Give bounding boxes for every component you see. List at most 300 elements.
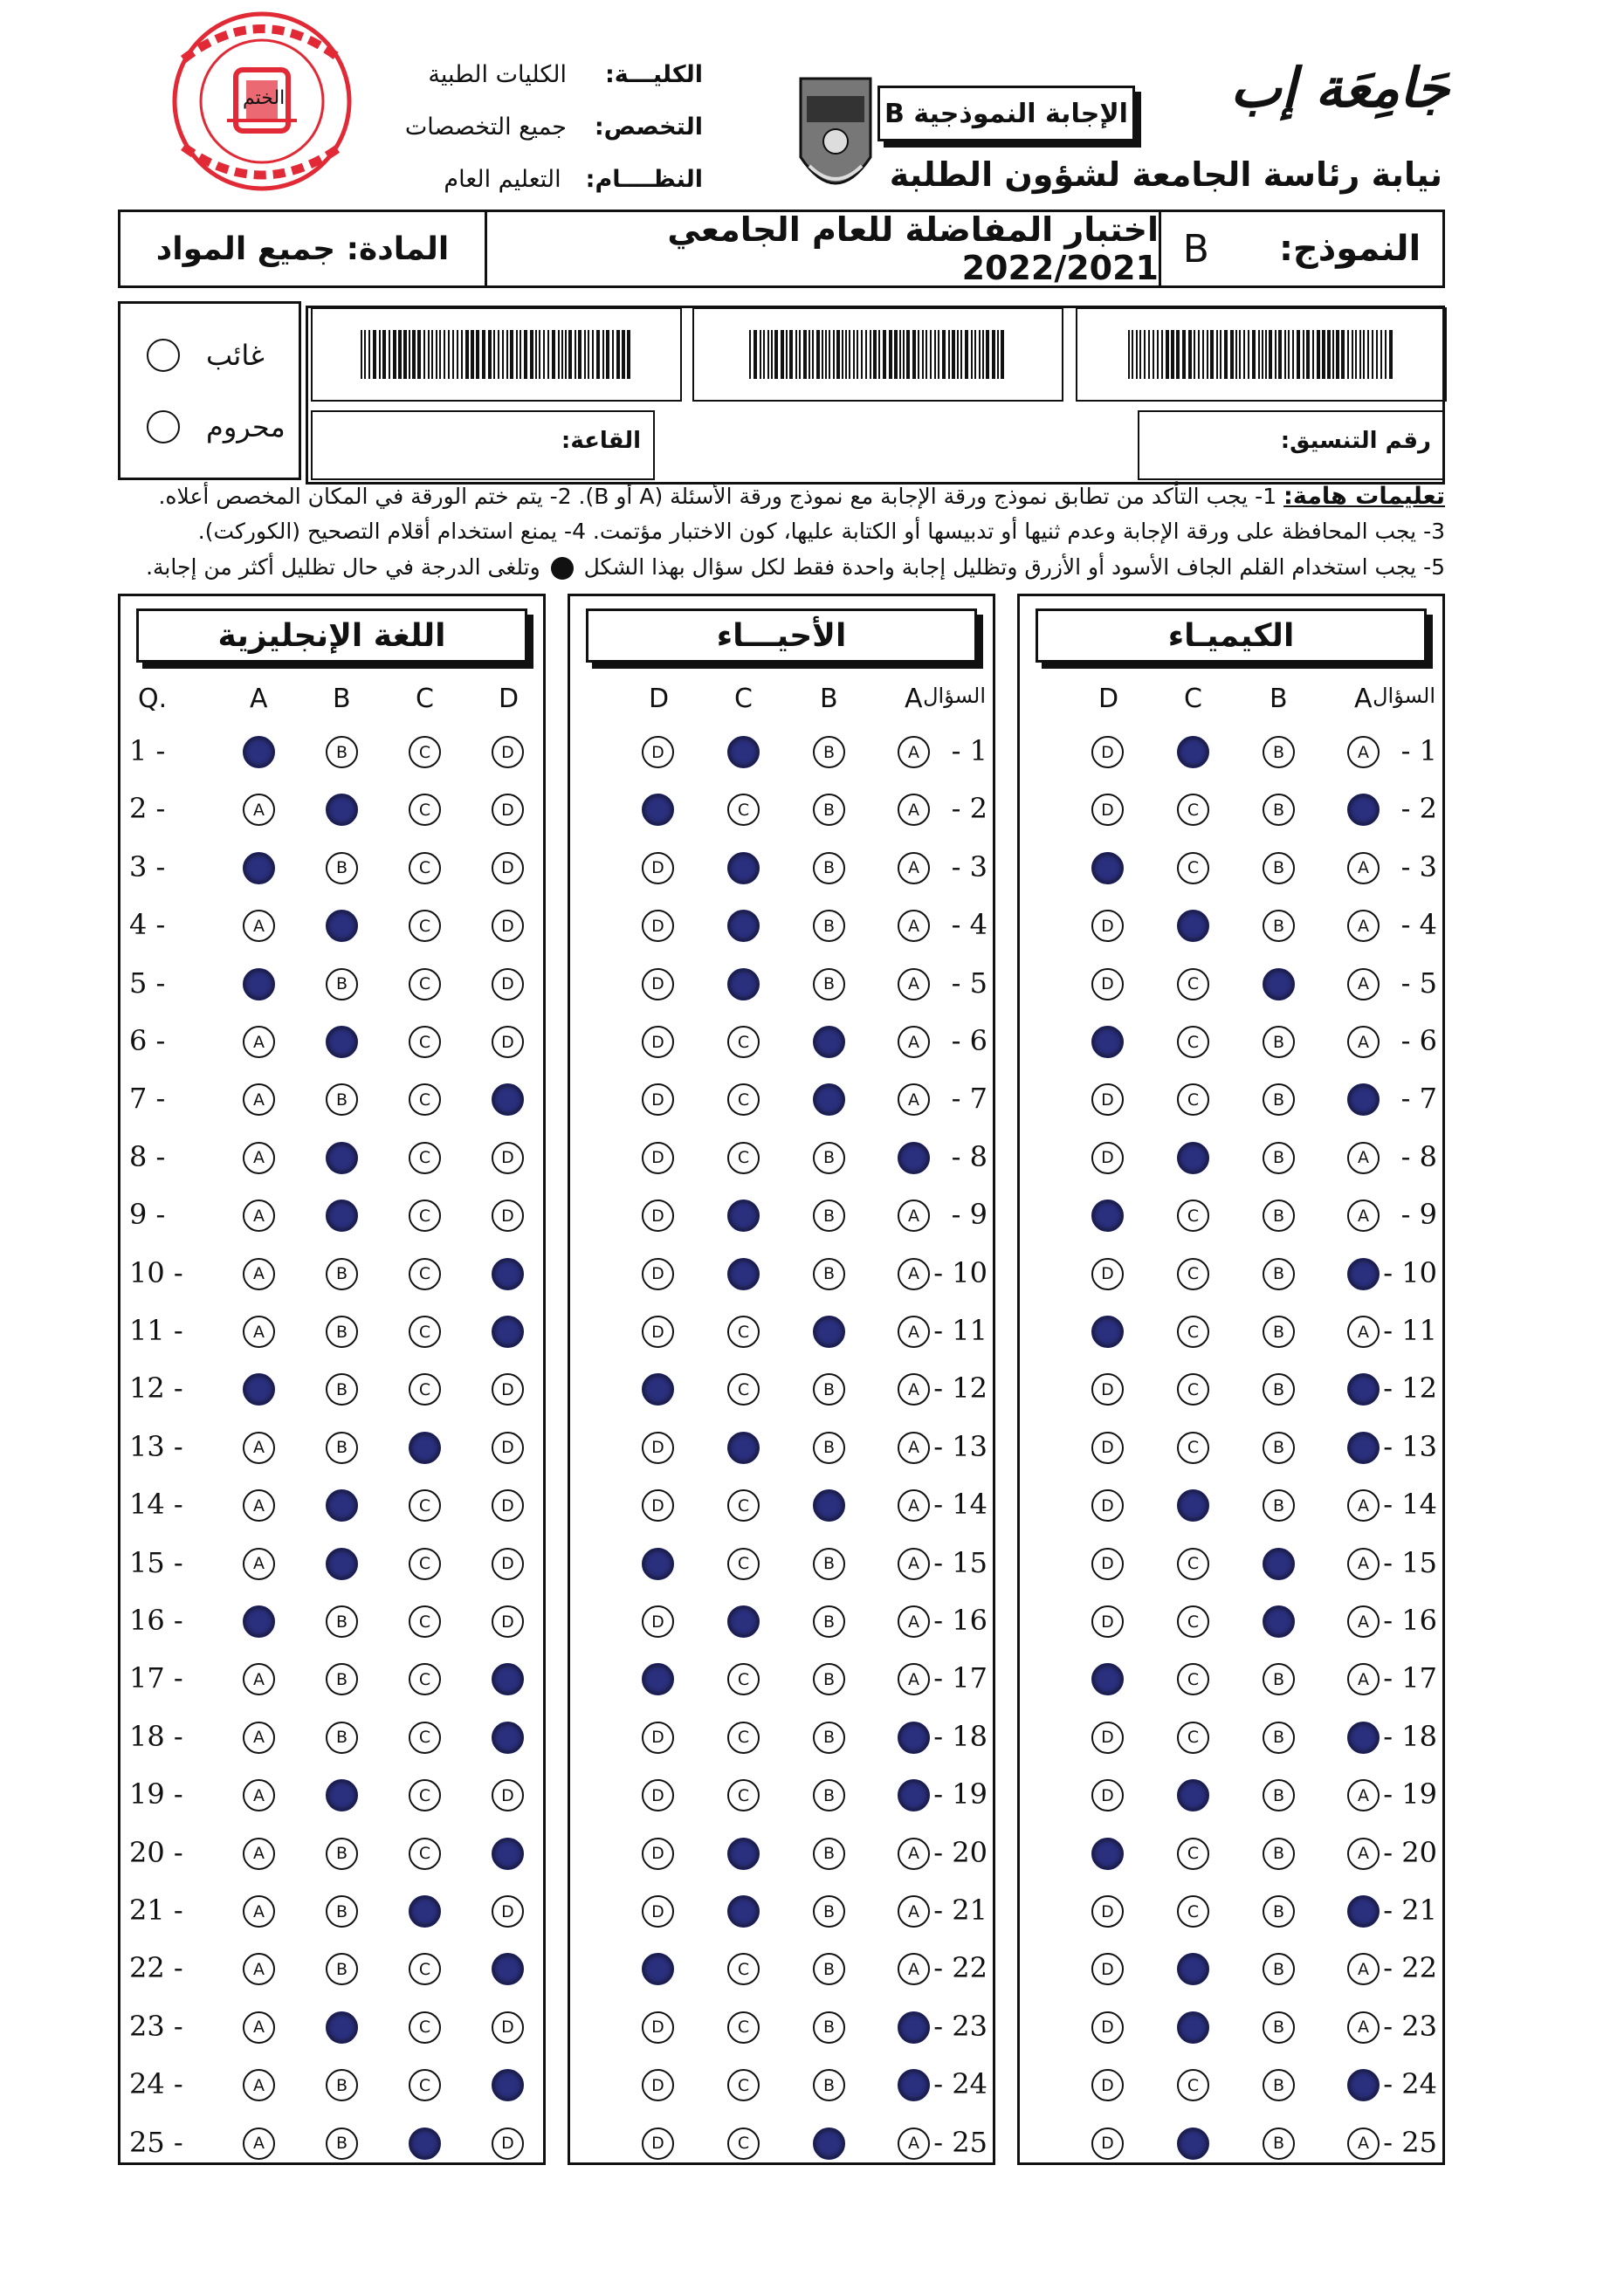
chemistry-q19-option-b-bubble[interactable]: B [1263,1779,1295,1811]
chemistry-q24-option-d-bubble[interactable]: D [1091,2069,1124,2101]
biology-q9-option-a-bubble[interactable]: A [898,1200,930,1232]
coordination-field[interactable] [1138,410,1445,480]
chemistry-q14-option-b-bubble[interactable]: B [1263,1489,1295,1522]
english-q11-option-b-bubble[interactable]: B [326,1316,358,1348]
chemistry-q21-option-c-bubble[interactable]: C [1177,1895,1209,1928]
biology-q4-option-c-bubble[interactable] [727,910,760,942]
chemistry-q23-option-a-bubble[interactable]: A [1347,2011,1380,2044]
english-q5-option-b-bubble[interactable]: B [326,968,358,1000]
english-q17-option-a-bubble[interactable]: A [243,1663,275,1695]
biology-q7-option-b-bubble[interactable] [813,1083,845,1116]
chemistry-q23-option-c-bubble[interactable] [1177,2011,1209,2044]
biology-q21-option-b-bubble[interactable]: B [813,1895,845,1928]
biology-q17-option-d-bubble[interactable] [642,1663,674,1695]
english-q15-option-d-bubble[interactable]: D [492,1548,524,1580]
biology-q10-option-b-bubble[interactable]: B [813,1258,845,1290]
english-q22-option-d-bubble[interactable] [492,1953,524,1985]
chemistry-q25-option-d-bubble[interactable]: D [1091,2128,1124,2160]
chemistry-q7-option-b-bubble[interactable]: B [1263,1083,1295,1116]
english-q15-option-a-bubble[interactable]: A [243,1548,275,1580]
chemistry-q7-option-a-bubble[interactable] [1347,1083,1380,1116]
english-q2-option-c-bubble[interactable]: C [409,794,441,826]
english-q21-option-b-bubble[interactable]: B [326,1895,358,1928]
english-q10-option-d-bubble[interactable] [492,1258,524,1290]
chemistry-q10-option-b-bubble[interactable]: B [1263,1258,1295,1290]
biology-q1-option-c-bubble[interactable] [727,736,760,768]
chemistry-q15-option-d-bubble[interactable]: D [1091,1548,1124,1580]
chemistry-q1-option-b-bubble[interactable]: B [1263,736,1295,768]
biology-q13-option-d-bubble[interactable]: D [642,1432,674,1464]
chemistry-q16-option-c-bubble[interactable]: C [1177,1605,1209,1638]
biology-q13-option-a-bubble[interactable]: A [898,1432,930,1464]
english-q18-option-a-bubble[interactable]: A [243,1722,275,1754]
english-q4-option-d-bubble[interactable]: D [492,910,524,942]
english-q23-option-c-bubble[interactable]: C [409,2011,441,2044]
chemistry-q18-option-d-bubble[interactable]: D [1091,1722,1124,1754]
biology-q22-option-a-bubble[interactable]: A [898,1953,930,1985]
english-q17-option-d-bubble[interactable] [492,1663,524,1695]
english-q16-option-a-bubble[interactable] [243,1605,275,1638]
chemistry-q6-option-a-bubble[interactable]: A [1347,1026,1380,1058]
english-q8-option-c-bubble[interactable]: C [409,1142,441,1174]
biology-q16-option-c-bubble[interactable] [727,1605,760,1638]
biology-q21-option-d-bubble[interactable]: D [642,1895,674,1928]
english-q6-option-b-bubble[interactable] [326,1026,358,1058]
biology-q15-option-a-bubble[interactable]: A [898,1548,930,1580]
biology-q21-option-a-bubble[interactable]: A [898,1895,930,1928]
english-q1-option-d-bubble[interactable]: D [492,736,524,768]
chemistry-q22-option-a-bubble[interactable]: A [1347,1953,1380,1985]
biology-q2-option-b-bubble[interactable]: B [813,794,845,826]
biology-q13-option-b-bubble[interactable]: B [813,1432,845,1464]
biology-q24-option-b-bubble[interactable]: B [813,2069,845,2101]
biology-q7-option-d-bubble[interactable]: D [642,1083,674,1116]
english-q7-option-a-bubble[interactable]: A [243,1083,275,1116]
biology-q12-option-a-bubble[interactable]: A [898,1373,930,1406]
english-q1-option-c-bubble[interactable]: C [409,736,441,768]
chemistry-q18-option-b-bubble[interactable]: B [1263,1722,1295,1754]
biology-q24-option-c-bubble[interactable]: C [727,2069,760,2101]
english-q17-option-c-bubble[interactable]: C [409,1663,441,1695]
chemistry-q7-option-d-bubble[interactable]: D [1091,1083,1124,1116]
biology-q17-option-a-bubble[interactable]: A [898,1663,930,1695]
biology-q11-option-b-bubble[interactable] [813,1316,845,1348]
biology-q7-option-a-bubble[interactable]: A [898,1083,930,1116]
chemistry-q21-option-b-bubble[interactable]: B [1263,1895,1295,1928]
english-q8-option-b-bubble[interactable] [326,1142,358,1174]
chemistry-q5-option-d-bubble[interactable]: D [1091,968,1124,1000]
chemistry-q19-option-d-bubble[interactable]: D [1091,1779,1124,1811]
english-q16-option-c-bubble[interactable]: C [409,1605,441,1638]
chemistry-q17-option-c-bubble[interactable]: C [1177,1663,1209,1695]
english-q9-option-c-bubble[interactable]: C [409,1200,441,1232]
chemistry-q14-option-a-bubble[interactable]: A [1347,1489,1380,1522]
english-q1-option-b-bubble[interactable]: B [326,736,358,768]
english-q3-option-c-bubble[interactable]: C [409,852,441,884]
english-q5-option-a-bubble[interactable] [243,968,275,1000]
chemistry-q25-option-c-bubble[interactable] [1177,2128,1209,2160]
biology-q10-option-c-bubble[interactable] [727,1258,760,1290]
chemistry-q20-option-d-bubble[interactable] [1091,1838,1124,1870]
biology-q15-option-b-bubble[interactable]: B [813,1548,845,1580]
chemistry-q17-option-d-bubble[interactable] [1091,1663,1124,1695]
biology-q6-option-d-bubble[interactable]: D [642,1026,674,1058]
chemistry-q21-option-a-bubble[interactable] [1347,1895,1380,1928]
english-q13-option-d-bubble[interactable]: D [492,1432,524,1464]
chemistry-q21-option-d-bubble[interactable]: D [1091,1895,1124,1928]
biology-q25-option-d-bubble[interactable]: D [642,2128,674,2160]
english-q22-option-a-bubble[interactable]: A [243,1953,275,1985]
biology-q14-option-c-bubble[interactable]: C [727,1489,760,1522]
biology-q20-option-a-bubble[interactable]: A [898,1838,930,1870]
chemistry-q15-option-a-bubble[interactable]: A [1347,1548,1380,1580]
biology-q9-option-b-bubble[interactable]: B [813,1200,845,1232]
chemistry-q6-option-c-bubble[interactable]: C [1177,1026,1209,1058]
english-q8-option-a-bubble[interactable]: A [243,1142,275,1174]
english-q18-option-d-bubble[interactable] [492,1722,524,1754]
english-q21-option-c-bubble[interactable] [409,1895,441,1928]
english-q12-option-c-bubble[interactable]: C [409,1373,441,1406]
english-q25-option-b-bubble[interactable]: B [326,2128,358,2160]
english-q23-option-a-bubble[interactable]: A [243,2011,275,2044]
english-q5-option-c-bubble[interactable]: C [409,968,441,1000]
english-q15-option-c-bubble[interactable]: C [409,1548,441,1580]
english-q20-option-a-bubble[interactable]: A [243,1838,275,1870]
absent-option[interactable] [147,339,265,372]
biology-q14-option-b-bubble[interactable] [813,1489,845,1522]
biology-q5-option-b-bubble[interactable]: B [813,968,845,1000]
chemistry-q10-option-a-bubble[interactable] [1347,1258,1380,1290]
biology-q9-option-c-bubble[interactable] [727,1200,760,1232]
biology-q16-option-a-bubble[interactable]: A [898,1605,930,1638]
chemistry-q6-option-b-bubble[interactable]: B [1263,1026,1295,1058]
hall-field[interactable] [311,410,655,480]
biology-q12-option-d-bubble[interactable] [642,1373,674,1406]
english-q10-option-a-bubble[interactable]: A [243,1258,275,1290]
english-q13-option-a-bubble[interactable]: A [243,1432,275,1464]
biology-q25-option-b-bubble[interactable] [813,2128,845,2160]
english-q5-option-d-bubble[interactable]: D [492,968,524,1000]
chemistry-q12-option-b-bubble[interactable]: B [1263,1373,1295,1406]
biology-q16-option-b-bubble[interactable]: B [813,1605,845,1638]
english-q24-option-c-bubble[interactable]: C [409,2069,441,2101]
biology-q18-option-d-bubble[interactable]: D [642,1722,674,1754]
english-q4-option-a-bubble[interactable]: A [243,910,275,942]
biology-q15-option-c-bubble[interactable]: C [727,1548,760,1580]
absent-bubble[interactable] [147,339,180,372]
english-q8-option-d-bubble[interactable]: D [492,1142,524,1174]
chemistry-q5-option-b-bubble[interactable] [1263,968,1295,1000]
chemistry-q10-option-d-bubble[interactable]: D [1091,1258,1124,1290]
chemistry-q24-option-c-bubble[interactable]: C [1177,2069,1209,2101]
chemistry-q24-option-b-bubble[interactable]: B [1263,2069,1295,2101]
biology-q7-option-c-bubble[interactable]: C [727,1083,760,1116]
biology-q11-option-c-bubble[interactable]: C [727,1316,760,1348]
biology-q19-option-d-bubble[interactable]: D [642,1779,674,1811]
biology-q22-option-c-bubble[interactable]: C [727,1953,760,1985]
english-q9-option-d-bubble[interactable]: D [492,1200,524,1232]
chemistry-q8-option-b-bubble[interactable]: B [1263,1142,1295,1174]
biology-q3-option-c-bubble[interactable] [727,852,760,884]
english-q22-option-c-bubble[interactable]: C [409,1953,441,1985]
biology-q23-option-b-bubble[interactable]: B [813,2011,845,2044]
chemistry-q13-option-c-bubble[interactable]: C [1177,1432,1209,1464]
english-q12-option-b-bubble[interactable]: B [326,1373,358,1406]
english-q18-option-b-bubble[interactable]: B [326,1722,358,1754]
chemistry-q10-option-c-bubble[interactable]: C [1177,1258,1209,1290]
chemistry-q11-option-b-bubble[interactable]: B [1263,1316,1295,1348]
biology-q2-option-c-bubble[interactable]: C [727,794,760,826]
english-q25-option-a-bubble[interactable]: A [243,2128,275,2160]
chemistry-q17-option-a-bubble[interactable]: A [1347,1663,1380,1695]
biology-q5-option-c-bubble[interactable] [727,968,760,1000]
chemistry-q25-option-b-bubble[interactable]: B [1263,2128,1295,2160]
english-q6-option-a-bubble[interactable]: A [243,1026,275,1058]
biology-q12-option-c-bubble[interactable]: C [727,1373,760,1406]
biology-q5-option-a-bubble[interactable]: A [898,968,930,1000]
english-q23-option-d-bubble[interactable]: D [492,2011,524,2044]
deprived-bubble[interactable] [147,410,180,443]
chemistry-q17-option-b-bubble[interactable]: B [1263,1663,1295,1695]
english-q6-option-c-bubble[interactable]: C [409,1026,441,1058]
deprived-option[interactable] [147,410,286,443]
chemistry-q6-option-d-bubble[interactable] [1091,1026,1124,1058]
chemistry-q4-option-c-bubble[interactable] [1177,910,1209,942]
biology-q13-option-c-bubble[interactable] [727,1432,760,1464]
biology-q2-option-a-bubble[interactable]: A [898,794,930,826]
chemistry-q16-option-b-bubble[interactable] [1263,1605,1295,1638]
biology-q19-option-a-bubble[interactable] [898,1779,930,1811]
chemistry-q25-option-a-bubble[interactable]: A [1347,2128,1380,2160]
biology-q20-option-d-bubble[interactable]: D [642,1838,674,1870]
biology-q22-option-b-bubble[interactable]: B [813,1953,845,1985]
biology-q18-option-b-bubble[interactable]: B [813,1722,845,1754]
chemistry-q12-option-a-bubble[interactable] [1347,1373,1380,1406]
biology-q17-option-c-bubble[interactable]: C [727,1663,760,1695]
chemistry-q1-option-c-bubble[interactable] [1177,736,1209,768]
chemistry-q4-option-b-bubble[interactable]: B [1263,910,1295,942]
biology-q6-option-b-bubble[interactable] [813,1026,845,1058]
english-q18-option-c-bubble[interactable]: C [409,1722,441,1754]
biology-q20-option-b-bubble[interactable]: B [813,1838,845,1870]
biology-q23-option-d-bubble[interactable]: D [642,2011,674,2044]
chemistry-q16-option-d-bubble[interactable]: D [1091,1605,1124,1638]
biology-q1-option-d-bubble[interactable]: D [642,736,674,768]
biology-q19-option-b-bubble[interactable]: B [813,1779,845,1811]
english-q25-option-c-bubble[interactable] [409,2128,441,2160]
biology-q23-option-c-bubble[interactable]: C [727,2011,760,2044]
english-q19-option-a-bubble[interactable]: A [243,1779,275,1811]
english-q2-option-a-bubble[interactable]: A [243,794,275,826]
english-q21-option-a-bubble[interactable]: A [243,1895,275,1928]
english-q10-option-c-bubble[interactable]: C [409,1258,441,1290]
chemistry-q3-option-a-bubble[interactable]: A [1347,852,1380,884]
english-q11-option-d-bubble[interactable] [492,1316,524,1348]
biology-q4-option-a-bubble[interactable]: A [898,910,930,942]
chemistry-q13-option-d-bubble[interactable]: D [1091,1432,1124,1464]
english-q4-option-b-bubble[interactable] [326,910,358,942]
english-q24-option-d-bubble[interactable] [492,2069,524,2101]
chemistry-q4-option-d-bubble[interactable]: D [1091,910,1124,942]
biology-q25-option-c-bubble[interactable]: C [727,2128,760,2160]
chemistry-q19-option-c-bubble[interactable] [1177,1779,1209,1811]
english-q11-option-a-bubble[interactable]: A [243,1316,275,1348]
english-q14-option-c-bubble[interactable]: C [409,1489,441,1522]
chemistry-q5-option-a-bubble[interactable]: A [1347,968,1380,1000]
english-q20-option-d-bubble[interactable] [492,1838,524,1870]
english-q21-option-d-bubble[interactable]: D [492,1895,524,1928]
chemistry-q19-option-a-bubble[interactable]: A [1347,1779,1380,1811]
biology-q24-option-d-bubble[interactable]: D [642,2069,674,2101]
chemistry-q24-option-a-bubble[interactable] [1347,2069,1380,2101]
biology-q4-option-d-bubble[interactable]: D [642,910,674,942]
biology-q10-option-a-bubble[interactable]: A [898,1258,930,1290]
biology-q8-option-c-bubble[interactable]: C [727,1142,760,1174]
chemistry-q11-option-d-bubble[interactable] [1091,1316,1124,1348]
biology-q5-option-d-bubble[interactable]: D [642,968,674,1000]
english-q3-option-b-bubble[interactable]: B [326,852,358,884]
biology-q6-option-c-bubble[interactable]: C [727,1026,760,1058]
biology-q11-option-d-bubble[interactable]: D [642,1316,674,1348]
biology-q14-option-a-bubble[interactable]: A [898,1489,930,1522]
chemistry-q11-option-c-bubble[interactable]: C [1177,1316,1209,1348]
chemistry-q4-option-a-bubble[interactable]: A [1347,910,1380,942]
chemistry-q3-option-c-bubble[interactable]: C [1177,852,1209,884]
biology-q8-option-a-bubble[interactable] [898,1142,930,1174]
english-q2-option-b-bubble[interactable] [326,794,358,826]
english-q13-option-b-bubble[interactable]: B [326,1432,358,1464]
chemistry-q23-option-b-bubble[interactable]: B [1263,2011,1295,2044]
english-q10-option-b-bubble[interactable]: B [326,1258,358,1290]
english-q16-option-d-bubble[interactable]: D [492,1605,524,1638]
english-q6-option-d-bubble[interactable]: D [492,1026,524,1058]
chemistry-q22-option-b-bubble[interactable]: B [1263,1953,1295,1985]
english-q22-option-b-bubble[interactable]: B [326,1953,358,1985]
english-q12-option-a-bubble[interactable] [243,1373,275,1406]
english-q9-option-b-bubble[interactable] [326,1200,358,1232]
english-q17-option-b-bubble[interactable]: B [326,1663,358,1695]
english-q19-option-c-bubble[interactable]: C [409,1779,441,1811]
biology-q4-option-b-bubble[interactable]: B [813,910,845,942]
english-q24-option-b-bubble[interactable]: B [326,2069,358,2101]
english-q11-option-c-bubble[interactable]: C [409,1316,441,1348]
chemistry-q20-option-b-bubble[interactable]: B [1263,1838,1295,1870]
english-q9-option-a-bubble[interactable]: A [243,1200,275,1232]
chemistry-q1-option-a-bubble[interactable]: A [1347,736,1380,768]
biology-q18-option-a-bubble[interactable] [898,1722,930,1754]
chemistry-q3-option-b-bubble[interactable]: B [1263,852,1295,884]
biology-q15-option-d-bubble[interactable] [642,1548,674,1580]
english-q20-option-b-bubble[interactable]: B [326,1838,358,1870]
chemistry-q2-option-b-bubble[interactable]: B [1263,794,1295,826]
biology-q8-option-d-bubble[interactable]: D [642,1142,674,1174]
biology-q2-option-d-bubble[interactable] [642,794,674,826]
english-q14-option-b-bubble[interactable] [326,1489,358,1522]
biology-q8-option-b-bubble[interactable]: B [813,1142,845,1174]
english-q7-option-b-bubble[interactable]: B [326,1083,358,1116]
chemistry-q13-option-b-bubble[interactable]: B [1263,1432,1295,1464]
english-q2-option-d-bubble[interactable]: D [492,794,524,826]
english-q7-option-c-bubble[interactable]: C [409,1083,441,1116]
biology-q14-option-d-bubble[interactable]: D [642,1489,674,1522]
english-q19-option-d-bubble[interactable]: D [492,1779,524,1811]
biology-q22-option-d-bubble[interactable] [642,1953,674,1985]
biology-q10-option-d-bubble[interactable]: D [642,1258,674,1290]
english-q7-option-d-bubble[interactable] [492,1083,524,1116]
chemistry-q20-option-c-bubble[interactable]: C [1177,1838,1209,1870]
chemistry-q11-option-a-bubble[interactable]: A [1347,1316,1380,1348]
chemistry-q12-option-c-bubble[interactable]: C [1177,1373,1209,1406]
biology-q6-option-a-bubble[interactable]: A [898,1026,930,1058]
english-q1-option-a-bubble[interactable] [243,736,275,768]
chemistry-q2-option-c-bubble[interactable]: C [1177,794,1209,826]
chemistry-q9-option-a-bubble[interactable]: A [1347,1200,1380,1232]
chemistry-q9-option-d-bubble[interactable] [1091,1200,1124,1232]
english-q19-option-b-bubble[interactable] [326,1779,358,1811]
chemistry-q16-option-a-bubble[interactable]: A [1347,1605,1380,1638]
english-q23-option-b-bubble[interactable] [326,2011,358,2044]
chemistry-q23-option-d-bubble[interactable]: D [1091,2011,1124,2044]
chemistry-q8-option-a-bubble[interactable]: A [1347,1142,1380,1174]
biology-q9-option-d-bubble[interactable]: D [642,1200,674,1232]
biology-q12-option-b-bubble[interactable]: B [813,1373,845,1406]
biology-q18-option-c-bubble[interactable]: C [727,1722,760,1754]
biology-q20-option-c-bubble[interactable] [727,1838,760,1870]
chemistry-q9-option-c-bubble[interactable]: C [1177,1200,1209,1232]
biology-q24-option-a-bubble[interactable] [898,2069,930,2101]
english-q3-option-d-bubble[interactable]: D [492,852,524,884]
english-q14-option-d-bubble[interactable]: D [492,1489,524,1522]
english-q20-option-c-bubble[interactable]: C [409,1838,441,1870]
biology-q19-option-c-bubble[interactable]: C [727,1779,760,1811]
chemistry-q20-option-a-bubble[interactable]: A [1347,1838,1380,1870]
biology-q23-option-a-bubble[interactable] [898,2011,930,2044]
biology-q1-option-b-bubble[interactable]: B [813,736,845,768]
chemistry-q12-option-d-bubble[interactable]: D [1091,1373,1124,1406]
english-q16-option-b-bubble[interactable]: B [326,1605,358,1638]
chemistry-q2-option-d-bubble[interactable]: D [1091,794,1124,826]
biology-q17-option-b-bubble[interactable]: B [813,1663,845,1695]
chemistry-q2-option-a-bubble[interactable] [1347,794,1380,826]
biology-q25-option-a-bubble[interactable]: A [898,2128,930,2160]
chemistry-q18-option-c-bubble[interactable]: C [1177,1722,1209,1754]
english-q15-option-b-bubble[interactable] [326,1548,358,1580]
biology-q16-option-d-bubble[interactable]: D [642,1605,674,1638]
chemistry-q9-option-b-bubble[interactable]: B [1263,1200,1295,1232]
english-q24-option-a-bubble[interactable]: A [243,2069,275,2101]
biology-q21-option-c-bubble[interactable] [727,1895,760,1928]
chemistry-q1-option-d-bubble[interactable]: D [1091,736,1124,768]
chemistry-q15-option-c-bubble[interactable]: C [1177,1548,1209,1580]
english-q3-option-a-bubble[interactable] [243,852,275,884]
chemistry-q13-option-a-bubble[interactable] [1347,1432,1380,1464]
biology-q1-option-a-bubble[interactable]: A [898,736,930,768]
biology-q11-option-a-bubble[interactable]: A [898,1316,930,1348]
english-q4-option-c-bubble[interactable]: C [409,910,441,942]
chemistry-q22-option-d-bubble[interactable]: D [1091,1953,1124,1985]
chemistry-q5-option-c-bubble[interactable]: C [1177,968,1209,1000]
chemistry-q18-option-a-bubble[interactable] [1347,1722,1380,1754]
chemistry-q15-option-b-bubble[interactable] [1263,1548,1295,1580]
english-q13-option-c-bubble[interactable] [409,1432,441,1464]
chemistry-q3-option-d-bubble[interactable] [1091,852,1124,884]
chemistry-q14-option-d-bubble[interactable]: D [1091,1489,1124,1522]
english-q25-option-d-bubble[interactable]: D [492,2128,524,2160]
biology-q3-option-a-bubble[interactable]: A [898,852,930,884]
english-q14-option-a-bubble[interactable]: A [243,1489,275,1522]
chemistry-q8-option-c-bubble[interactable] [1177,1142,1209,1174]
chemistry-q7-option-c-bubble[interactable]: C [1177,1083,1209,1116]
